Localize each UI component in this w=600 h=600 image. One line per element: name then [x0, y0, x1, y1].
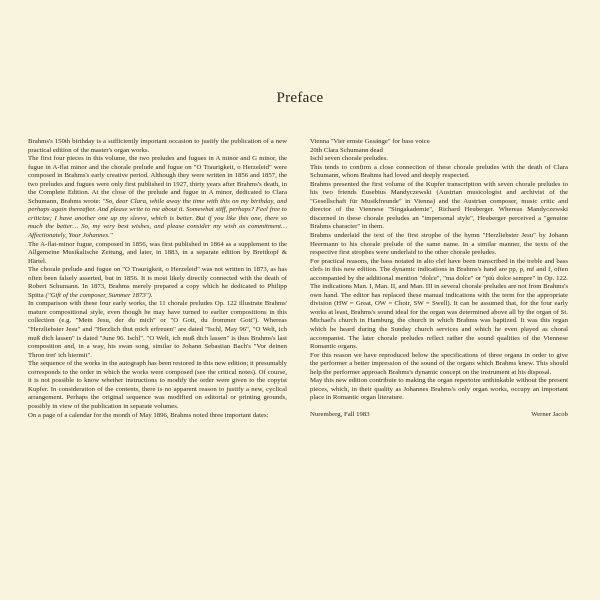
paragraph: For practical reasons, the bass notated in alto clef have been transcribed in the treble and bass clefs in this new edition. The dynamic indications in Brahms's hand are pp, p, mf and f, often accompanied by the additional mention "dolce", "ma dolce" or "più dolce sempre" in Op. 122. The indications Man. I, Man. II, and Man. III in several chorale preludes are not from Brahms's own hand. The editor has replaced these manual indications with the term for the appropriate division (HW = Great, OW = Choir, SW = Swell). It can be assumed that, for the four early works at least, Brahms's sound ideal for the organ was determined above all by the organ of St. Michael's church in Hamburg, the church in which Brahms was baptized. It was this organ which he heard during the Sunday church services and which he even played as choral accompanist. The later chorale preludes reflect rather the sound qualities of the Viennese Romantic organs. — [310, 257, 568, 351]
paragraph: The A-flat-minor fugue, composed in 1856, was first published in 1864 as a supplement to the Allgemeine Musikalische Zeitung, and later, in 1883, in a separate edition by Breitkopf & Härtel. — [28, 240, 287, 265]
paragraph: This tends to confirm a close connection of these chorale preludes with the death of Clara Schumann, whom Brahms had loved and deeply respected. — [310, 163, 568, 180]
signature-line — [310, 411, 568, 420]
paragraph-text: The chorale prelude and fugue on "O Traurigkeit, o Herzeleid" was not written in 1873, as has often been falsely asserted, but in 1856. It is most likely directly connected with the death of Robert Schumann. In 1873, Brahms merely prepared a copy which he dedicated to Philipp Spitta — [28, 266, 287, 299]
paragraph: May this new edition contribute to making the organ repertoire unthinkable without the present pieces, which, in their quality as Johannes Brahms's only organ works, occupy an important place in Romantic organ literature. — [310, 377, 568, 402]
author-name: Werner Jacob — [531, 410, 568, 418]
paragraph-text: The first four pieces in this volume, the two preludes and fugues in A minor and G minor, the fugue in A-flat minor and the chorale prelude and fugue on "O Traurigkeit, o Herzeleid" were composed in Brahms's early creative period. Although they were written in 1856 and 1857, the two preludes and fugues were only first published in 1927, thirty years after Brahms's death, in the Complete Edition. At the close of the prelude and fugue in A minor, dedicated to Clara Schumann, Brahms wrote: — [28, 155, 287, 205]
page-title: Preface — [276, 90, 324, 106]
place-date: Nuremberg, Fall 1983 — [310, 410, 370, 418]
paragraph — [28, 266, 287, 300]
paragraph: On a page of a calendar for the month of May 1896, Brahms noted three important dates: — [28, 411, 269, 419]
paragraph: In comparison with these four early works, the 11 chorale preludes Op. 122 illustrate Brahms' mature compositional style, even though he may have turned to earlier compositions in this collection (e.g. "Mein Jesu, der du mich" or "O Gott, du frommer Gott"). Whereas "Herzliebster Jesu" and "Herzlich thut mich erfreuen" are dated "Ischl, May 96", "O Welt, ich muß dich lassen" is dated "June 96. Ischl". "O Welt, ich muß dich lassen" is thus Brahms's last composition and, in a way, his swan song, similar to Johann Sebastian Bach's "Vor deinen Thron tret' ich hiermit". — [28, 300, 287, 359]
paragraph — [28, 155, 287, 240]
paragraph: Brahms's 150th birthday is a sufficiently important occasion to justify the publication of a new practical edition of the master's organ works. — [28, 138, 287, 154]
right-column — [310, 138, 568, 420]
paragraph: Brahms presented the first volume of the Kupfer transcription with seven chorale preludes to his two friends Eusebius Mandyczewski (Austrian musicologist and archivist of the "Gesellschaft für Musikfreunde" in Vienna) and the Austrian composer, music critic and director of the Viennese "Singakademie", Richard Heuberger. Whereas Mandyczewski discerned in these chorale preludes an "impersonal style", Heuberger perceived a "genuine Brahms character" in them. — [310, 180, 568, 231]
paragraph: For this reason we have reproduced below the specifications of three organs in order to give the performer a better impression of the sound of the organs which Brahms knew. This should help the performer approach Brahms's dynamic concept on the instrument at his disposal. — [310, 351, 568, 376]
calendar-entry: Ischl seven chorale preludes. — [310, 155, 388, 163]
quotation: ("Gift of the composer, Summer 1873"). — [45, 291, 153, 299]
calendar-entry: Vienna "Vier ernste Gesänge" for bass voice — [310, 138, 430, 145]
left-column — [28, 138, 287, 420]
calendar-entry: 20th Clara Schumann dead — [310, 146, 383, 154]
paragraph: Brahms underlaid the text of the first strophe of the hymn "Herzliebster Jesu" by Johann Heermann to his chorale prelude of the same name. In a similar manner, the texts of the respective first strophes were underlaid to the other chorale preludes. — [310, 232, 568, 257]
paragraph: The sequence of the works in the autograph has been restored in this new edition; it presumably corresponds to the order in which the works were composed (see the critical notes). Of course, it is not possible to know whether instructions to modify the order were given to the copyist Kupfer. In consideration of the contents, there is no apparent reason to justify a new, cyclical arrangement. Perhaps the original sequence was modified on editorial or printing grounds, possibly in view of the publication in separate volumes. — [28, 360, 287, 410]
quotation: "So, dear Clara, while away the time with this on my birthday, and perhaps again thereafter. And please write to me about it. Somewhat stiff, perhaps? Feel free to criticize; I have another one up my sleeve, which is better. But if you like this one, there so much the better… So, my very best wishes, and please consider my wish as commitment… Affectionately, Your Johannes." — [28, 197, 287, 240]
